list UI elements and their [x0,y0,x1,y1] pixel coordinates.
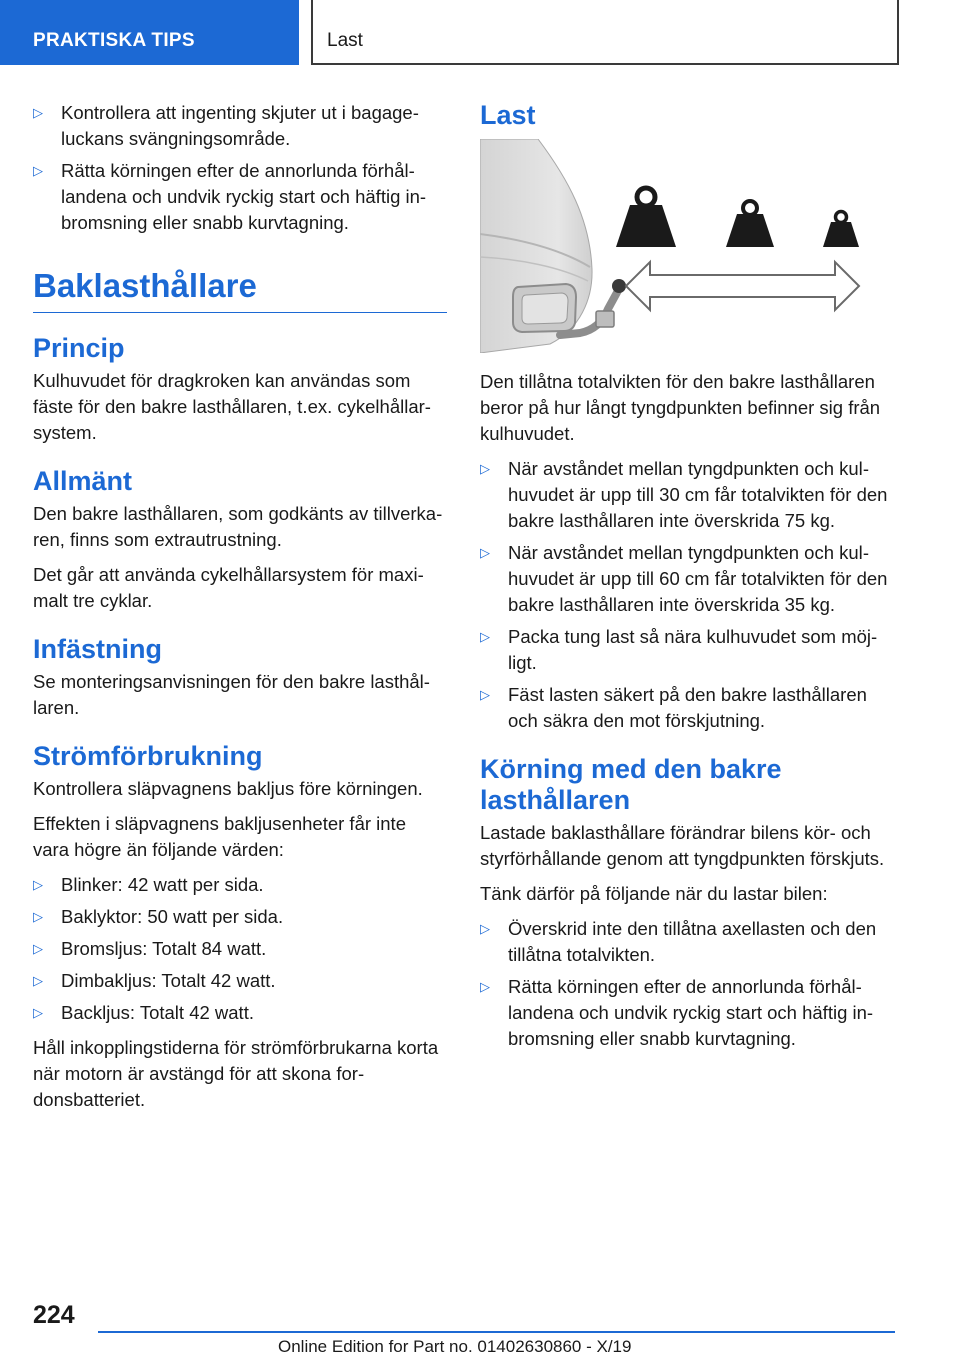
heading-driving: Körning med den bakre lasthållaren [480,754,782,815]
list-item: ▷ När avståndet mellan tyngdpunkten och kulhuvudet är upp till 60 cm får totalvikten för den bakre lasthållaren inte överskrida 35 kg. [480,542,888,615]
list-item: ▷ När avståndet mellan tyngdpunkten och kulhuvudet är upp till 30 cm får totalvikten för den bakre lasthållaren inte överskrida 75 kg. [480,458,888,531]
heading-general: Allmänt [33,466,133,496]
header-section-label: PRAKTISKA TIPS [33,30,195,51]
footer-divider [98,1331,895,1333]
power-text-2: Effekten i släpvagnens bakljusenheter får inte vara högre än följande värden: [33,813,406,860]
bullet-triangle-icon: ▷ [480,461,490,476]
right-column [480,100,896,1061]
bullet-triangle-icon: ▷ [33,973,43,988]
weight-large-icon [616,188,676,247]
weight-medium-icon [726,201,774,247]
heading-mounting: Infästning [33,634,162,664]
power-text-1: Kontrollera släpvagnens bakljus före körningen. [33,778,423,799]
heading-principle: Princip [33,333,125,363]
bullet-triangle-icon: ▷ [33,105,43,120]
mounting-text: Se monteringsanvisningen för den bakre lasthållaren. [33,671,430,718]
page-number: 224 [33,1301,75,1329]
list-item: ▷ Rätta körningen efter de annorlunda förhållandena och undvik ryckig start och häftig inbromsning eller snabb kurvtagning. [33,160,427,233]
list-item: ▷ Överskrid inte den tillåtna axellasten och den tillåtna totalvikten. [480,918,877,965]
bullet-triangle-icon: ▷ [480,921,490,936]
header-section-tab [0,0,299,65]
load-distance-illustration [480,139,894,353]
list-item: ▷ Blinker: 42 watt per sida. [33,872,447,898]
header-chapter-label: Last [327,30,363,51]
intro-bullet-list [33,100,447,236]
bullet-triangle-icon: ▷ [33,909,43,924]
load-bullet-list [480,456,896,734]
bullet-triangle-icon: ▷ [480,687,490,702]
heading-load: Last [480,100,536,130]
list-item: ▷ Backljus: Totalt 42 watt. [33,1000,447,1026]
tow-ball-shape [612,279,626,293]
list-item: ▷ Bromsljus: Totalt 84 watt. [33,936,447,962]
bullet-triangle-icon: ▷ [480,629,490,644]
footer-edition-text: Online Edition for Part no. 01402630860 - X/19 [278,1337,632,1356]
bullet-triangle-icon: ▷ [33,1005,43,1020]
driving-bullet-list [480,916,896,1052]
power-limit-list [33,872,447,1026]
bullet-triangle-icon: ▷ [33,163,43,178]
bullet-triangle-icon: ▷ [480,979,490,994]
list-item: ▷ Baklyktor: 50 watt per sida. [33,904,447,930]
driving-text-2: Tänk därför på följande när du lastar bilen: [480,883,828,904]
load-text: Den tillåtna totalvikten för den bakre lasthållaren beror på hur långt tyngdpunkten befinner sig från kulhuvudet. [480,371,881,444]
list-item: ▷ Fäst lasten säkert på den bakre lasthållaren och säkra den mot förskjutning. [480,684,867,731]
heading-power: Strömförbrukning [33,741,263,771]
list-item: ▷ Packa tung last så nära kulhuvudet som möjligt. [480,626,878,673]
double-arrow-shape [626,262,859,310]
bullet-triangle-icon: ▷ [480,545,490,560]
left-column [33,100,447,1122]
general-text-1: Den bakre lasthållaren, som godkänts av tillverkaren, finns som extrautrustning. [33,503,443,550]
page-title: Baklasthållare [33,266,447,313]
power-text-3: Håll inkopplingstiderna för strömförbrukarna korta när motorn är avstängd för att skona fordonsbatteriet. [33,1037,439,1110]
header-chapter-box [311,0,899,65]
principle-text: Kulhuvudet för dragkroken kan användas som fäste för den bakre lasthållaren, t.ex. cykelhållarsystem. [33,370,431,443]
list-item: ▷ Kontrollera att ingenting skjuter ut i bagageluckans svängningsområde. [33,102,419,149]
general-text-2: Det går att använda cykelhållarsystem för maximalt tre cyklar. [33,564,424,611]
bullet-triangle-icon: ▷ [33,877,43,892]
weight-small-icon [823,212,859,248]
bullet-triangle-icon: ▷ [33,941,43,956]
driving-text-1: Lastade baklasthållare förändrar bilens kör- och styrförhållande genom att tyngdpunkten förskjuts. [480,822,885,869]
list-item: ▷ Rätta körningen efter de annorlunda förhållandena och undvik ryckig start och häftig inbromsning eller snabb kurvtagning. [480,976,874,1049]
list-item: ▷ Dimbakljus: Totalt 42 watt. [33,968,447,994]
